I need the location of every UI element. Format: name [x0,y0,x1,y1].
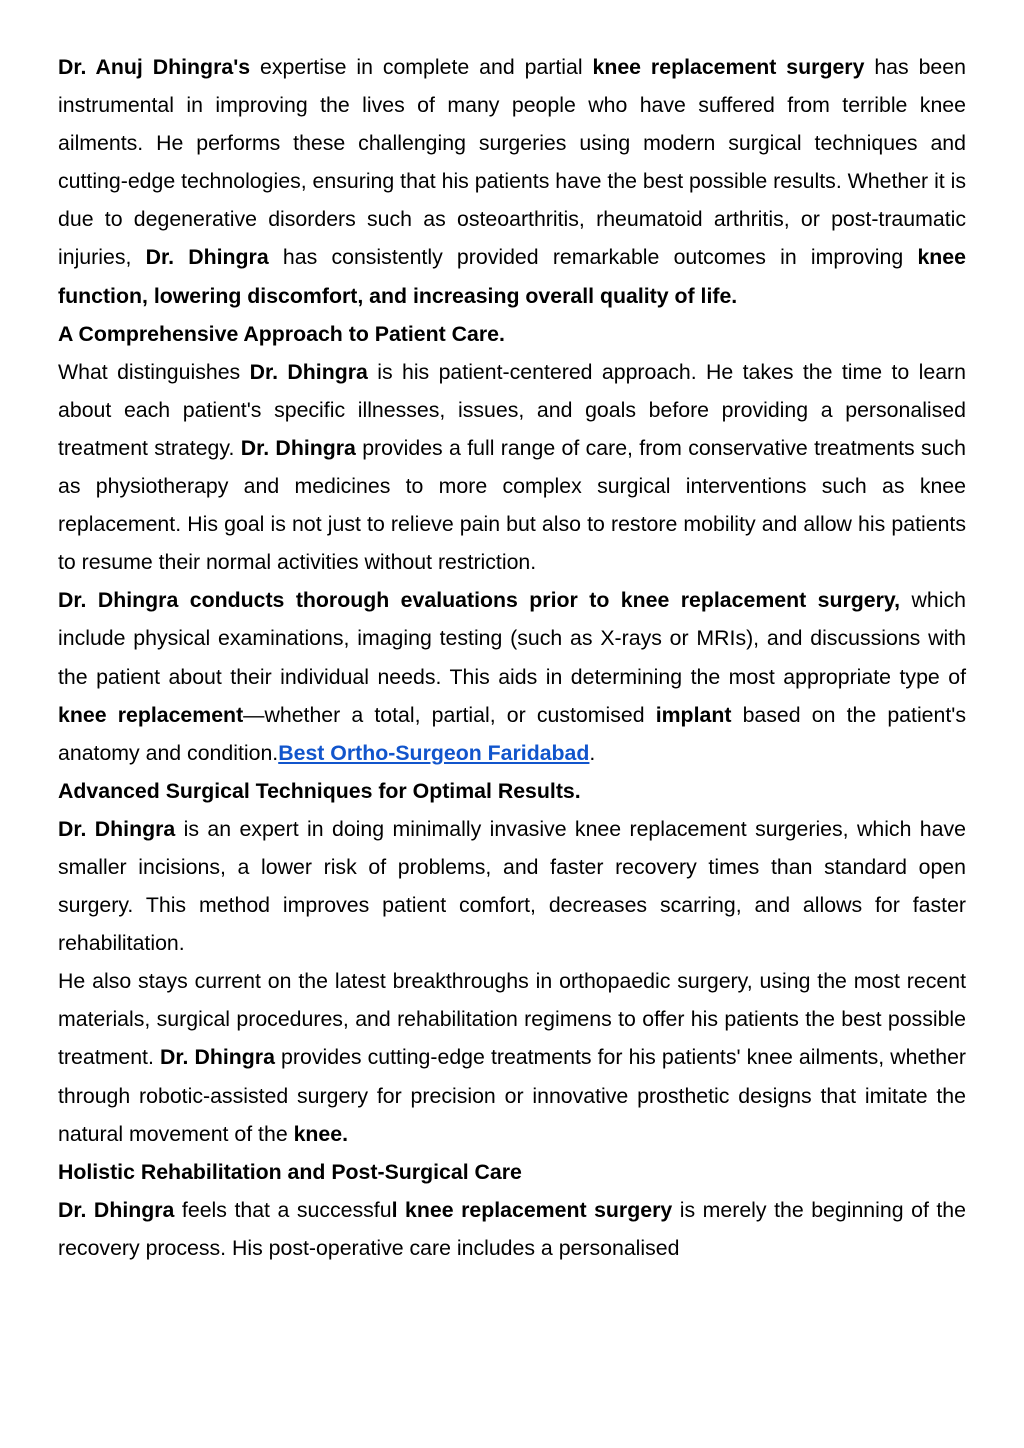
text-span: . [589,740,596,765]
bold-phrase: knee replacement surgery [592,55,865,79]
section-heading-patient-care: A Comprehensive Approach to Patient Care. [58,321,505,346]
bold-phrase: l knee replacement surgery [391,1197,673,1222]
text-span: has been instrumental in improving the lives of many people who have suffered from terrible knee ailments. He performs these challenging surgeries using modern surgical techniques and cutting-edge technologies, ensuring that his patients have the best possible results. Whether it is due to degenerative disorders such as osteoarthritis, rheumatoid arthritis, or post-traumatic injuries, [58,55,967,270]
paragraph-intro [58,48,966,315]
text-span: which include physical examinations, imaging testing (such as X-rays or MRIs), and discussions with the patient about their individual needs. This aids in determining the most appropriate type of [58,588,966,689]
text-span: provides cutting-edge treatments for his patients' knee ailments, whether through robotic-assisted surgery for precision or innovative prosthetic designs that imitate the natural movement of the [58,1045,967,1146]
best-ortho-surgeon-link[interactable]: Best Ortho-Surgeon Faridabad [278,740,590,765]
bold-doctor-name: Dr. Dhingra [145,245,269,270]
bold-doctor-name: Dr. Dhingra [58,1197,175,1222]
bold-phrase: knee replacement [58,702,244,727]
document-page [58,48,966,1267]
bold-phrase: knee. [293,1121,349,1146]
bold-doctor-name: Dr. Dhingra [249,359,368,384]
text-span: What distinguishes [58,359,250,384]
paragraph-breakthroughs [58,962,966,1152]
text-span: provides a full range of care, from conservative treatments such as physiotherapy and medicines to more complex surgical interventions such as knee replacement. His goal is not just to relieve pain but also to restore mobility and allow his patients to resume their normal activities without restriction. [58,435,966,575]
bold-doctor-name: Dr. Anuj Dhingra's [58,55,251,79]
paragraph-post-surgical [58,1191,966,1267]
paragraph-evaluations [58,581,966,771]
text-span: has consistently provided remarkable outcomes in improving [268,245,918,270]
text-span: He also stays current on the latest breakthroughs in orthopaedic surgery, using the most recent materials, surgical procedures, and rehabilitation regimens to offer his patients the best possible treatment. [58,969,966,1070]
section-heading-rehabilitation: Holistic Rehabilitation and Post-Surgical Care [58,1159,522,1184]
text-span: expertise in complete and partial [250,55,593,79]
bold-phrase: Dr. Dhingra conducts thorough evaluations prior to knee replacement surgery, [58,588,901,613]
text-span: —whether a total, partial, or customised [243,702,656,727]
bold-phrase: knee function, lowering discomfort, and increasing overall quality of life. [58,245,966,308]
paragraph-patient-care [58,353,966,582]
paragraph-minimally-invasive [58,810,966,962]
section-heading-surgical-techniques: Advanced Surgical Techniques for Optimal Results. [58,778,581,803]
bold-doctor-name: Dr. Dhingra [240,435,356,460]
text-span: is merely the beginning of the recovery process. His post-operative care includes a personalised [58,1197,966,1260]
text-span: is his patient-centered approach. He takes the time to learn about each patient's specific illnesses, issues, and goals before providing a personalised treatment strategy. [58,359,966,460]
text-span: based on the patient's anatomy and condition. [58,702,966,765]
bold-doctor-name: Dr. Dhingra [159,1045,275,1070]
bold-phrase: implant [655,702,732,727]
text-span: is an expert in doing minimally invasive knee replacement surgeries, which have smaller incisions, a lower risk of problems, and faster recovery times than standard open surgery. This method improves patient comfort, decreases scarring, and allows for faster rehabilitation. [58,816,966,956]
bold-doctor-name: Dr. Dhingra [58,816,176,841]
text-span: feels that a successfu [174,1197,392,1222]
